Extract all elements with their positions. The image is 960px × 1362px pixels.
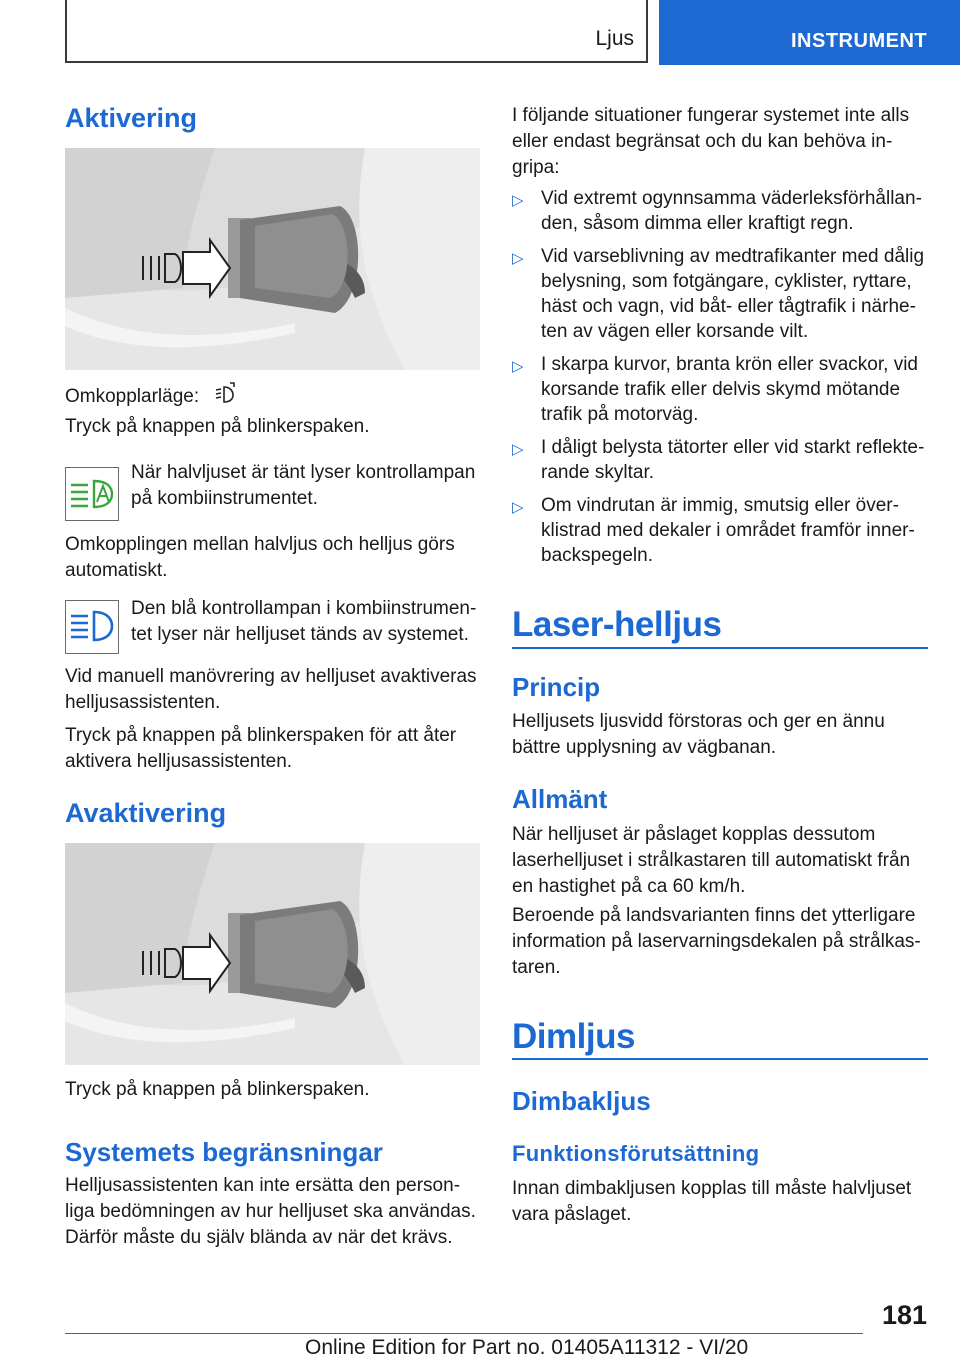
activation-heading: Aktivering <box>65 103 198 133</box>
bullet-arrow-icon: ▷ <box>512 192 524 209</box>
footer-rule <box>65 1333 863 1334</box>
manual-operation-text: Vid manuell manövrering av helljuset avaktiveras helljusassistenten. <box>65 666 477 713</box>
section-title: Ljus <box>595 27 634 50</box>
limits-heading: Systemets begränsningar <box>65 1137 383 1167</box>
lowbeam-indicator-text: När halvljuset är tänt lyser kontrollampan på kombiinstrumentet. <box>131 462 476 509</box>
principle-heading: Princip <box>512 672 601 702</box>
bullet-arrow-icon: ▷ <box>512 358 524 375</box>
stalk-illustration-image <box>65 843 480 1065</box>
edition-text[interactable]: Online Edition for Part no. 01405A11312 - VI/20 <box>305 1336 749 1359</box>
mode-label: Omkopplarläge: <box>65 386 200 408</box>
situations-intro: I följande situationer fungerar systemet inte alls eller endast begränsat och du kan behöva ingripa: <box>512 105 910 178</box>
stalk-illustration-image <box>65 148 480 370</box>
highbeam-indicator-icon <box>65 600 119 654</box>
stalk-illustration-deactivation <box>65 843 480 1065</box>
page-number: 181 <box>881 1300 927 1330</box>
deactivation-heading: Avaktivering <box>65 798 227 828</box>
general-text-2: Beroende på landsvarianten finns det ytterligare information på laservarningsdekalen på strålkastaren. <box>512 905 921 978</box>
header-box <box>65 0 648 63</box>
limits-text: Helljusassistenten kan inte ersätta den personliga bedömningen av hur helljuset ska användas. Därför måste du själv blända av när det krävs. <box>65 1175 476 1248</box>
fog-heading: Dimljus <box>512 1017 635 1056</box>
principle-text: Helljusets ljusvidd förstoras och ger en ännu bättre upplysning av vägbanan. <box>512 711 885 758</box>
stalk-illustration-activation <box>65 148 480 370</box>
list-item-text: Om vindrutan är immig, smutsig eller överklistrad med dekaler i området framför innerbackspegeln. <box>541 495 915 566</box>
general-text-1: När helljuset är påslaget kopplas dessutom laserhelljuset i strålkastaren till automatiskt från en hastighet på ca 60 km/h. <box>512 824 911 897</box>
highbeam-indicator-text: Den blå kontrollampan i kombiinstrumentet lyser när helljuset tänds av systemet. <box>131 598 477 645</box>
lowbeam-indicator-icon <box>65 467 119 521</box>
laser-heading: Laser-helljus <box>512 605 722 644</box>
function-text: Innan dimbakljusen kopplas till måste halvljuset vara påslaget. <box>512 1178 912 1225</box>
list-item-text: I skarpa kurvor, branta krön eller svackor, vid korsande trafik eller delvis skymd mötande trafik på motorväg. <box>541 354 918 425</box>
bullet-arrow-icon: ▷ <box>512 499 524 516</box>
rear-fog-heading: Dimbakljus <box>512 1086 651 1116</box>
heading-rule <box>512 647 928 649</box>
reactivate-text: Tryck på knappen på blinkerspaken för att åter aktivera helljusassistenten. <box>65 725 457 772</box>
function-heading: Funktionsförutsättning <box>512 1141 760 1166</box>
auto-switch-text: Omkopplingen mellan halvljus och helljus görs automatiskt. <box>65 534 455 581</box>
general-heading: Allmänt <box>512 784 608 814</box>
bullet-arrow-icon: ▷ <box>512 250 524 267</box>
press-button-text-2: Tryck på knappen på blinkerspaken. <box>65 1079 370 1100</box>
bullet-arrow-icon: ▷ <box>512 441 524 458</box>
chapter-tab[interactable]: INSTRUMENT <box>659 0 960 65</box>
list-item-text: Vid varseblivning av medtrafikanter med dålig belysning, som fotgängare, cyklister, ryttare, häst och vagn, vid båt- eller tågtrafik i närheten av vägen eller korsande vilt. <box>541 246 925 342</box>
highbeam-assist-icon <box>214 381 238 413</box>
list-item-text: Vid extremt ogynnsamma väderleksförhållanden, såsom dimma eller kraftigt regn. <box>541 188 922 234</box>
mode-label-line <box>65 381 365 413</box>
heading-rule <box>512 1058 928 1060</box>
list-item-text: I dåligt belysta tätorter eller vid starkt reflekterande skyltar. <box>541 437 925 483</box>
press-button-text-1: Tryck på knappen på blinkerspaken. <box>65 416 370 437</box>
